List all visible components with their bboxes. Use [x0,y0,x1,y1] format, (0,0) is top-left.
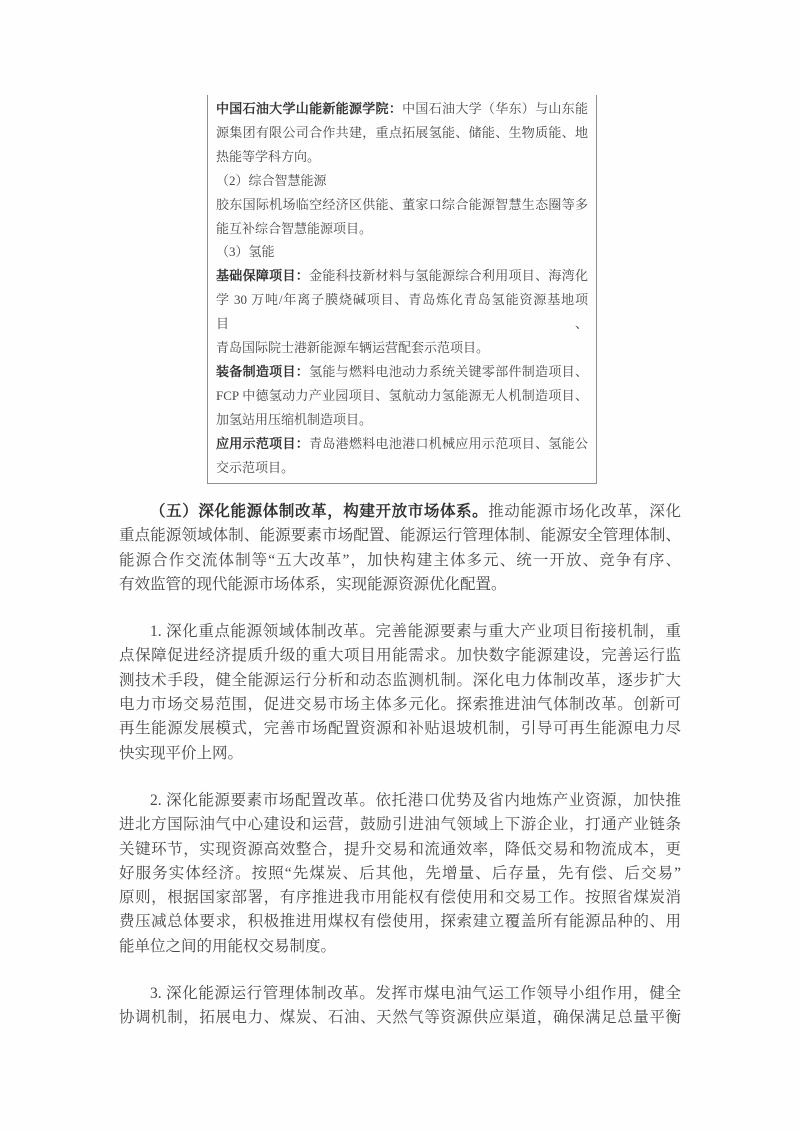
bold-text-segment: （五）深化能源体制改革，构建开放市场体系。 [150,503,489,520]
text-segment: 2. 深化能源要素市场配置改革。依托港口优势及省内地炼产业资源，加快推 [150,791,681,809]
text-line [119,862,681,886]
text-line [216,264,588,288]
text-line [119,935,681,959]
paragraph [119,620,681,766]
text-line [216,432,588,456]
text-line [119,838,681,862]
text-line [216,360,588,384]
text-segment: 重点能源领域体制、能源要素市场配置、能源运行管理体制、能源安全管理体制、 [119,527,681,545]
text-line [216,217,588,241]
text-segment: 好服务实体经济。按照“先煤炭、后其他，先增量、后存量，先有偿、后交易” [119,864,681,882]
paragraph [119,789,681,959]
text-line [216,456,588,480]
paragraph [119,500,681,597]
text-segment: 青岛国际院士港新能源车辆运营配套示范项目。 [216,340,490,356]
text-segment: 金能科技新材料与氢能源综合利用项目、海湾化 [309,268,588,284]
bold-text-segment: 应用示范项目： [216,435,310,451]
text-line [119,886,681,910]
text-line [119,813,681,837]
text-segment: 电力市场交易范围，促进交易市场主体多元化。探索推进油气体制改革。创新可 [119,696,681,714]
text-segment: 源集团有限公司合作共建，重点拓展氢能、储能、生物质能、地 [216,124,588,140]
text-line [216,288,588,336]
paragraph [216,97,588,169]
text-line [119,742,681,766]
text-segment: 青岛港燃料电池港口机械应用示范项目、氢能公 [309,435,588,451]
text-segment: FCP 中德氢动力产业园项目、氢航动力氢能源无人机制造项目、 [216,387,588,403]
text-line [119,573,681,597]
text-segment: 胶东国际机场临空经济区供能、董家口综合能源智慧生态圈等多 [216,196,588,212]
text-line [119,669,681,693]
text-line [119,644,681,668]
text-line [216,384,588,408]
paragraph [216,360,588,432]
text-line [216,97,588,121]
text-segment: 能互补综合智慧能源项目。 [216,220,373,236]
text-segment: （2）综合智慧能源 [216,172,327,188]
text-segment: 加氢站用压缩机制造项目。 [216,411,373,427]
text-line [119,1006,681,1030]
text-segment: 点保障促进经济提质升级的重大项目用能需求。加快数字能源建设，完善运行监 [119,647,681,665]
text-segment: 能单位之间的用能权交易制度。 [119,937,337,955]
text-line [119,500,681,524]
text-segment: 能源合作交流体制等“五大改革”，加快构建主体多元、统一开放、竞争有序、 [119,551,681,569]
text-line [216,121,588,145]
text-line [216,169,588,193]
text-segment: 费压减总体要求，积极推进用煤权有偿使用，探索建立覆盖所有能源品种的、用 [119,913,681,931]
text-segment: 3. 深化能源运行管理体制改革。发挥市煤电油气运工作领导小组作用，健全 [150,985,681,1003]
bold-text-segment: 中国石油大学山能新能源学院： [216,101,403,116]
text-line [216,145,588,169]
text-segment: 原则，根据国家部署，有序推进我市用能权有偿使用和交易工作。按照省煤炭消 [119,889,681,907]
paragraph [216,264,588,360]
text-line [119,982,681,1006]
paragraph [216,169,588,193]
paragraph [119,982,681,1031]
text-segment: 协调机制，拓展电力、煤炭、石油、天然气等资源供应渠道，确保满足总量平衡 [119,1009,681,1027]
text-segment: 有效监管的现代能源市场体系，实现能源资源优化配置。 [119,575,507,593]
text-segment: 氢能与燃料电池动力系统关键零部件制造项目、 [309,363,588,379]
text-line [119,717,681,741]
text-segment: 测技术手段，健全能源运行分析和动态监测机制。深化电力体制改革，逐步扩大 [119,671,681,689]
text-segment: 关键环节，实现资源高效整合，提升交易和流通效率，降低交易和物流成本，更 [119,840,681,858]
text-segment: 热能等学科方向。 [216,148,321,164]
text-segment: 交示范项目。 [216,459,295,475]
project-table-box [207,95,597,484]
text-line [216,193,588,217]
text-segment: （3）氢能 [216,244,275,260]
text-line [119,789,681,813]
text-segment: 推动能源市场化改革，深化 [488,503,681,520]
text-segment: 再生能源发展模式，完善市场配置资源和补贴退坡机制，引导可再生能源电力尽 [119,720,681,738]
text-line [119,620,681,644]
text-line [216,408,588,432]
text-segment: 1. 深化重点能源领域体制改革。完善能源要素与重大产业项目衔接机制，重 [150,623,681,641]
paragraph [216,240,588,264]
text-segment: 学 30 万吨/年离子膜烧碱项目、青岛炼化青岛氢能资源基地项目、 [216,292,588,332]
text-line [119,524,681,548]
bold-text-segment: 装备制造项目： [216,363,310,379]
text-segment: 中国石油大学（华东）与山东能 [402,101,588,116]
bold-text-segment: 基础保障项目： [216,268,310,284]
text-segment: 快实现平价上网。 [119,744,244,762]
text-line [216,336,588,360]
text-segment: 进北方国际油气中心建设和运营，鼓励引进油气领域上下游企业，打通产业链条 [119,816,681,834]
paragraph [216,193,588,241]
text-line [119,910,681,934]
text-line [216,240,588,264]
text-line [119,549,681,573]
text-line [119,693,681,717]
document-body [119,500,681,1031]
paragraph [216,432,588,480]
